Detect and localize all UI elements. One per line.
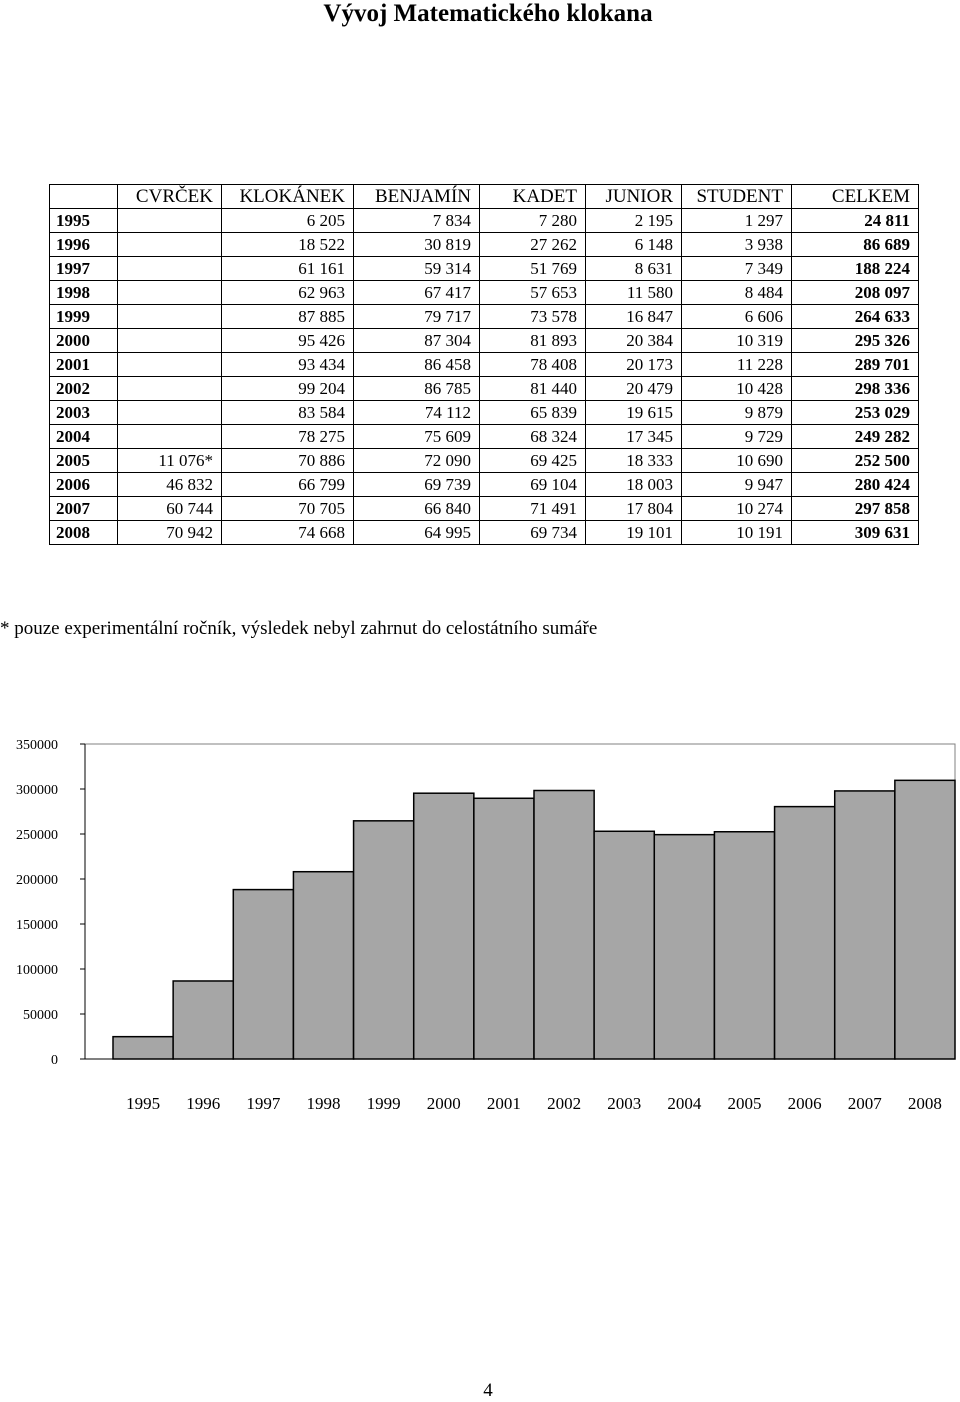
value-cell: 68 324 (480, 425, 586, 449)
y-tick-label: 250000 (16, 828, 58, 843)
total-cell: 249 282 (792, 425, 919, 449)
value-cell: 87 885 (222, 305, 354, 329)
value-cell (118, 377, 222, 401)
x-tick-label: 1999 (366, 1094, 401, 1113)
year-cell: 2007 (50, 497, 118, 521)
value-cell: 70 705 (222, 497, 354, 521)
year-cell: 2001 (50, 353, 118, 377)
value-cell: 70 886 (222, 449, 354, 473)
year-cell: 2003 (50, 401, 118, 425)
value-cell (118, 305, 222, 329)
value-cell: 6 606 (682, 305, 792, 329)
value-cell: 57 653 (480, 281, 586, 305)
bar (293, 872, 353, 1059)
page-number: 4 (483, 1380, 493, 1401)
y-tick-label: 350000 (16, 738, 58, 753)
value-cell: 10 191 (682, 521, 792, 545)
value-cell: 20 384 (586, 329, 682, 353)
bar (534, 790, 594, 1059)
table-row (50, 377, 919, 401)
bar (113, 1037, 173, 1059)
value-cell: 81 440 (480, 377, 586, 401)
table-row (50, 329, 919, 353)
year-cell: 2002 (50, 377, 118, 401)
value-cell: 64 995 (354, 521, 480, 545)
table-row (50, 305, 919, 329)
total-cell: 208 097 (792, 281, 919, 305)
total-cell: 86 689 (792, 233, 919, 257)
total-cell: 295 326 (792, 329, 919, 353)
header-year (50, 185, 118, 209)
value-cell: 59 314 (354, 257, 480, 281)
year-cell: 2006 (50, 473, 118, 497)
value-cell: 18 003 (586, 473, 682, 497)
table-row (50, 209, 919, 233)
value-cell: 11 580 (586, 281, 682, 305)
table-row (50, 233, 919, 257)
total-cell: 309 631 (792, 521, 919, 545)
year-cell: 1999 (50, 305, 118, 329)
value-cell: 69 104 (480, 473, 586, 497)
value-cell: 79 717 (354, 305, 480, 329)
page-title: Vývoj Matematického klokana (323, 0, 653, 27)
header-klokanek: KLOKÁNEK (222, 185, 354, 209)
value-cell: 71 491 (480, 497, 586, 521)
value-cell: 1 297 (682, 209, 792, 233)
value-cell: 20 479 (586, 377, 682, 401)
bar (895, 780, 955, 1059)
value-cell: 8 484 (682, 281, 792, 305)
x-tick-label: 2004 (667, 1094, 702, 1113)
year-cell: 1995 (50, 209, 118, 233)
value-cell: 9 947 (682, 473, 792, 497)
year-cell: 2008 (50, 521, 118, 545)
bar (714, 832, 774, 1059)
value-cell: 20 173 (586, 353, 682, 377)
bar (474, 798, 534, 1059)
x-tick-label: 2003 (607, 1094, 642, 1113)
value-cell: 83 584 (222, 401, 354, 425)
header-student: STUDENT (682, 185, 792, 209)
value-cell: 60 744 (118, 497, 222, 521)
value-cell: 3 938 (682, 233, 792, 257)
y-tick-label: 50000 (23, 1008, 58, 1023)
value-cell: 75 609 (354, 425, 480, 449)
value-cell: 10 690 (682, 449, 792, 473)
bar (354, 821, 414, 1059)
year-cell: 1996 (50, 233, 118, 257)
year-cell: 1997 (50, 257, 118, 281)
value-cell: 17 345 (586, 425, 682, 449)
value-cell: 86 785 (354, 377, 480, 401)
y-tick-label: 150000 (16, 918, 58, 933)
y-tick-label: 200000 (16, 873, 58, 888)
table-row (50, 425, 919, 449)
x-tick-label: 1995 (126, 1094, 161, 1113)
value-cell: 7 280 (480, 209, 586, 233)
value-cell: 10 428 (682, 377, 792, 401)
header-kadet: KADET (480, 185, 586, 209)
value-cell (118, 281, 222, 305)
bar (835, 791, 895, 1059)
year-cell: 1998 (50, 281, 118, 305)
value-cell: 69 734 (480, 521, 586, 545)
value-cell: 70 942 (118, 521, 222, 545)
value-cell: 72 090 (354, 449, 480, 473)
value-cell: 99 204 (222, 377, 354, 401)
value-cell: 93 434 (222, 353, 354, 377)
value-cell: 7 834 (354, 209, 480, 233)
bar (594, 831, 654, 1059)
year-cell: 2005 (50, 449, 118, 473)
x-tick-label: 2005 (727, 1094, 762, 1113)
x-tick-label: 2001 (486, 1094, 521, 1113)
table-header-row (50, 185, 919, 209)
value-cell (118, 425, 222, 449)
year-cell: 2004 (50, 425, 118, 449)
x-tick-label: 2002 (547, 1094, 582, 1113)
x-tick-label: 2000 (426, 1094, 461, 1113)
value-cell: 10 319 (682, 329, 792, 353)
y-tick-label: 0 (51, 1053, 58, 1068)
year-cell: 2000 (50, 329, 118, 353)
bar (654, 835, 714, 1059)
value-cell: 46 832 (118, 473, 222, 497)
table-row (50, 281, 919, 305)
x-tick-label: 2008 (907, 1094, 942, 1113)
table-row (50, 353, 919, 377)
value-cell: 18 522 (222, 233, 354, 257)
value-cell (118, 209, 222, 233)
table-row (50, 521, 919, 545)
value-cell: 10 274 (682, 497, 792, 521)
value-cell: 86 458 (354, 353, 480, 377)
y-tick-label: 100000 (16, 963, 58, 978)
total-cell: 253 029 (792, 401, 919, 425)
value-cell: 95 426 (222, 329, 354, 353)
value-cell (118, 257, 222, 281)
x-tick-label: 1998 (306, 1094, 341, 1113)
value-cell: 6 205 (222, 209, 354, 233)
table-row (50, 257, 919, 281)
total-cell: 252 500 (792, 449, 919, 473)
value-cell: 73 578 (480, 305, 586, 329)
value-cell: 9 879 (682, 401, 792, 425)
value-cell: 66 799 (222, 473, 354, 497)
value-cell: 9 729 (682, 425, 792, 449)
total-cell: 297 858 (792, 497, 919, 521)
value-cell: 30 819 (354, 233, 480, 257)
x-tick-label: 2007 (847, 1094, 882, 1113)
value-cell: 69 739 (354, 473, 480, 497)
value-cell: 6 148 (586, 233, 682, 257)
value-cell: 74 668 (222, 521, 354, 545)
y-tick-label: 300000 (16, 783, 58, 798)
total-cell: 280 424 (792, 473, 919, 497)
value-cell: 62 963 (222, 281, 354, 305)
value-cell (118, 329, 222, 353)
bar (414, 793, 474, 1059)
header-benjamin: BENJAMÍN (354, 185, 480, 209)
value-cell: 2 195 (586, 209, 682, 233)
value-cell: 87 304 (354, 329, 480, 353)
total-cell: 298 336 (792, 377, 919, 401)
value-cell: 69 425 (480, 449, 586, 473)
bar (775, 807, 835, 1059)
table-row (50, 473, 919, 497)
bar (233, 890, 293, 1059)
header-cvrcek: CVRČEK (118, 185, 222, 209)
participants-bar-chart (0, 730, 960, 1130)
value-cell: 27 262 (480, 233, 586, 257)
value-cell: 18 333 (586, 449, 682, 473)
x-tick-label: 2006 (787, 1094, 822, 1113)
total-cell: 188 224 (792, 257, 919, 281)
value-cell: 78 408 (480, 353, 586, 377)
value-cell: 65 839 (480, 401, 586, 425)
value-cell (118, 233, 222, 257)
value-cell: 78 275 (222, 425, 354, 449)
value-cell: 7 349 (682, 257, 792, 281)
statistics-table (49, 184, 919, 545)
total-cell: 264 633 (792, 305, 919, 329)
value-cell: 67 417 (354, 281, 480, 305)
value-cell: 8 631 (586, 257, 682, 281)
total-cell: 24 811 (792, 209, 919, 233)
bar (173, 981, 233, 1059)
value-cell (118, 353, 222, 377)
value-cell: 66 840 (354, 497, 480, 521)
header-celkem: CELKEM (792, 185, 919, 209)
table-row (50, 401, 919, 425)
value-cell: 17 804 (586, 497, 682, 521)
x-tick-label: 1997 (246, 1094, 281, 1113)
value-cell: 19 101 (586, 521, 682, 545)
value-cell (118, 401, 222, 425)
value-cell: 11 228 (682, 353, 792, 377)
total-cell: 289 701 (792, 353, 919, 377)
value-cell: 74 112 (354, 401, 480, 425)
value-cell: 19 615 (586, 401, 682, 425)
value-cell: 11 076* (118, 449, 222, 473)
value-cell: 16 847 (586, 305, 682, 329)
table-row (50, 449, 919, 473)
value-cell: 61 161 (222, 257, 354, 281)
x-tick-label: 1996 (186, 1094, 221, 1113)
value-cell: 81 893 (480, 329, 586, 353)
table-row (50, 497, 919, 521)
footnote: * pouze experimentální ročník, výsledek nebyl zahrnut do celostátního sumáře (0, 618, 598, 639)
value-cell: 51 769 (480, 257, 586, 281)
header-junior: JUNIOR (586, 185, 682, 209)
